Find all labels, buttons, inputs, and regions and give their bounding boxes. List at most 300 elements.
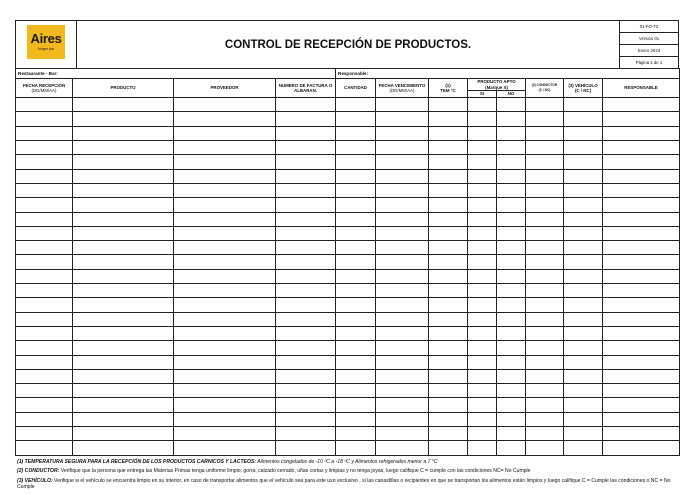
table-cell[interactable] [429, 398, 468, 412]
table-cell[interactable] [564, 326, 603, 340]
table-cell[interactable] [497, 98, 526, 112]
table-cell[interactable] [174, 341, 276, 355]
table-cell[interactable] [174, 269, 276, 283]
table-cell[interactable] [526, 212, 564, 226]
table-cell[interactable] [73, 169, 174, 183]
table-cell[interactable] [564, 155, 603, 169]
table-cell[interactable] [376, 126, 429, 140]
table-cell[interactable] [497, 255, 526, 269]
responsible-field[interactable]: Responsable: [336, 69, 680, 79]
table-cell[interactable] [174, 126, 276, 140]
table-cell[interactable] [603, 369, 680, 383]
table-cell[interactable] [526, 441, 564, 455]
table-cell[interactable] [497, 141, 526, 155]
table-cell[interactable] [376, 269, 429, 283]
table-cell[interactable] [276, 126, 336, 140]
table-cell[interactable] [429, 112, 468, 126]
table-cell[interactable] [497, 326, 526, 340]
table-cell[interactable] [336, 369, 376, 383]
table-cell[interactable] [276, 198, 336, 212]
table-cell[interactable] [429, 298, 468, 312]
table-cell[interactable] [497, 412, 526, 426]
table-cell[interactable] [376, 341, 429, 355]
table-cell[interactable] [73, 398, 174, 412]
table-cell[interactable] [526, 255, 564, 269]
table-cell[interactable] [73, 369, 174, 383]
table-cell[interactable] [497, 155, 526, 169]
table-cell[interactable] [526, 284, 564, 298]
table-cell[interactable] [336, 126, 376, 140]
table-cell[interactable] [429, 384, 468, 398]
table-cell[interactable] [336, 241, 376, 255]
table-cell[interactable] [526, 384, 564, 398]
table-cell[interactable] [73, 326, 174, 340]
table-cell[interactable] [497, 427, 526, 441]
table-cell[interactable] [603, 326, 680, 340]
table-cell[interactable] [16, 441, 73, 455]
table-cell[interactable] [336, 98, 376, 112]
table-cell[interactable] [16, 212, 73, 226]
table-cell[interactable] [174, 384, 276, 398]
table-cell[interactable] [73, 212, 174, 226]
table-cell[interactable] [468, 312, 497, 326]
table-cell[interactable] [336, 198, 376, 212]
table-cell[interactable] [526, 198, 564, 212]
table-cell[interactable] [564, 226, 603, 240]
table-cell[interactable] [429, 412, 468, 426]
table-cell[interactable] [16, 384, 73, 398]
table-cell[interactable] [376, 241, 429, 255]
table-cell[interactable] [336, 427, 376, 441]
table-cell[interactable] [336, 341, 376, 355]
table-cell[interactable] [526, 141, 564, 155]
table-cell[interactable] [497, 369, 526, 383]
table-cell[interactable] [429, 369, 468, 383]
table-cell[interactable] [564, 341, 603, 355]
table-cell[interactable] [497, 441, 526, 455]
restaurant-field[interactable]: Restaurante - Bar: [16, 69, 336, 79]
table-cell[interactable] [526, 183, 564, 197]
table-cell[interactable] [376, 155, 429, 169]
table-cell[interactable] [497, 226, 526, 240]
table-cell[interactable] [429, 98, 468, 112]
table-cell[interactable] [276, 427, 336, 441]
table-cell[interactable] [376, 355, 429, 369]
table-cell[interactable] [526, 427, 564, 441]
table-cell[interactable] [603, 155, 680, 169]
table-cell[interactable] [564, 169, 603, 183]
table-cell[interactable] [174, 112, 276, 126]
table-cell[interactable] [276, 369, 336, 383]
table-cell[interactable] [16, 269, 73, 283]
table-cell[interactable] [468, 441, 497, 455]
table-cell[interactable] [564, 398, 603, 412]
table-cell[interactable] [376, 369, 429, 383]
table-cell[interactable] [429, 226, 468, 240]
table-cell[interactable] [336, 441, 376, 455]
table-cell[interactable] [16, 98, 73, 112]
table-cell[interactable] [174, 155, 276, 169]
table-cell[interactable] [276, 141, 336, 155]
table-cell[interactable] [429, 212, 468, 226]
table-cell[interactable] [174, 226, 276, 240]
table-cell[interactable] [564, 441, 603, 455]
table-cell[interactable] [468, 98, 497, 112]
table-cell[interactable] [174, 326, 276, 340]
table-cell[interactable] [16, 126, 73, 140]
table-cell[interactable] [564, 269, 603, 283]
table-cell[interactable] [603, 412, 680, 426]
table-cell[interactable] [174, 141, 276, 155]
table-cell[interactable] [603, 126, 680, 140]
table-cell[interactable] [603, 284, 680, 298]
table-cell[interactable] [276, 169, 336, 183]
table-cell[interactable] [429, 126, 468, 140]
table-cell[interactable] [16, 169, 73, 183]
table-cell[interactable] [174, 169, 276, 183]
table-cell[interactable] [497, 169, 526, 183]
table-cell[interactable] [526, 241, 564, 255]
table-cell[interactable] [276, 398, 336, 412]
table-cell[interactable] [73, 355, 174, 369]
table-cell[interactable] [468, 384, 497, 398]
table-cell[interactable] [16, 412, 73, 426]
table-cell[interactable] [73, 412, 174, 426]
table-cell[interactable] [497, 384, 526, 398]
table-cell[interactable] [16, 241, 73, 255]
table-cell[interactable] [429, 198, 468, 212]
table-cell[interactable] [16, 284, 73, 298]
table-cell[interactable] [468, 269, 497, 283]
table-cell[interactable] [174, 298, 276, 312]
table-cell[interactable] [16, 112, 73, 126]
table-cell[interactable] [73, 341, 174, 355]
table-cell[interactable] [336, 212, 376, 226]
table-cell[interactable] [603, 98, 680, 112]
table-cell[interactable] [376, 141, 429, 155]
table-cell[interactable] [336, 384, 376, 398]
table-cell[interactable] [603, 312, 680, 326]
table-cell[interactable] [564, 284, 603, 298]
table-cell[interactable] [16, 312, 73, 326]
table-cell[interactable] [276, 326, 336, 340]
table-cell[interactable] [336, 169, 376, 183]
table-cell[interactable] [564, 255, 603, 269]
table-cell[interactable] [73, 226, 174, 240]
table-cell[interactable] [376, 326, 429, 340]
table-cell[interactable] [429, 441, 468, 455]
table-cell[interactable] [468, 284, 497, 298]
table-cell[interactable] [429, 169, 468, 183]
table-cell[interactable] [174, 98, 276, 112]
table-cell[interactable] [429, 284, 468, 298]
table-cell[interactable] [526, 112, 564, 126]
table-cell[interactable] [276, 284, 336, 298]
table-cell[interactable] [564, 298, 603, 312]
table-cell[interactable] [174, 198, 276, 212]
table-cell[interactable] [603, 169, 680, 183]
table-cell[interactable] [376, 98, 429, 112]
table-cell[interactable] [468, 226, 497, 240]
table-cell[interactable] [174, 212, 276, 226]
table-cell[interactable] [429, 255, 468, 269]
table-cell[interactable] [73, 269, 174, 283]
table-cell[interactable] [526, 412, 564, 426]
table-cell[interactable] [174, 398, 276, 412]
table-cell[interactable] [336, 412, 376, 426]
table-cell[interactable] [564, 212, 603, 226]
table-cell[interactable] [73, 284, 174, 298]
table-cell[interactable] [603, 384, 680, 398]
table-cell[interactable] [73, 427, 174, 441]
table-cell[interactable] [497, 355, 526, 369]
table-cell[interactable] [73, 126, 174, 140]
table-cell[interactable] [174, 427, 276, 441]
table-cell[interactable] [468, 183, 497, 197]
table-cell[interactable] [73, 255, 174, 269]
table-cell[interactable] [603, 183, 680, 197]
table-cell[interactable] [564, 312, 603, 326]
table-cell[interactable] [276, 183, 336, 197]
table-cell[interactable] [174, 312, 276, 326]
table-cell[interactable] [564, 412, 603, 426]
table-cell[interactable] [468, 212, 497, 226]
table-cell[interactable] [497, 183, 526, 197]
table-cell[interactable] [603, 112, 680, 126]
table-cell[interactable] [526, 169, 564, 183]
table-cell[interactable] [16, 341, 73, 355]
table-cell[interactable] [16, 255, 73, 269]
table-cell[interactable] [16, 427, 73, 441]
table-cell[interactable] [16, 326, 73, 340]
table-cell[interactable] [376, 298, 429, 312]
table-cell[interactable] [336, 355, 376, 369]
table-cell[interactable] [174, 355, 276, 369]
table-cell[interactable] [468, 298, 497, 312]
table-cell[interactable] [276, 355, 336, 369]
table-cell[interactable] [376, 312, 429, 326]
table-cell[interactable] [276, 312, 336, 326]
table-cell[interactable] [468, 155, 497, 169]
table-cell[interactable] [526, 398, 564, 412]
table-cell[interactable] [73, 112, 174, 126]
table-cell[interactable] [497, 341, 526, 355]
table-cell[interactable] [429, 155, 468, 169]
table-cell[interactable] [336, 255, 376, 269]
table-cell[interactable] [429, 241, 468, 255]
table-cell[interactable] [526, 369, 564, 383]
table-cell[interactable] [564, 384, 603, 398]
table-cell[interactable] [73, 384, 174, 398]
table-cell[interactable] [564, 369, 603, 383]
table-cell[interactable] [174, 183, 276, 197]
table-cell[interactable] [468, 427, 497, 441]
table-cell[interactable] [564, 126, 603, 140]
table-cell[interactable] [526, 126, 564, 140]
table-cell[interactable] [603, 355, 680, 369]
table-cell[interactable] [429, 326, 468, 340]
table-cell[interactable] [16, 198, 73, 212]
table-cell[interactable] [526, 269, 564, 283]
table-cell[interactable] [16, 141, 73, 155]
table-cell[interactable] [468, 169, 497, 183]
table-cell[interactable] [376, 212, 429, 226]
table-cell[interactable] [603, 398, 680, 412]
table-cell[interactable] [376, 198, 429, 212]
table-cell[interactable] [603, 198, 680, 212]
table-cell[interactable] [16, 226, 73, 240]
table-cell[interactable] [429, 427, 468, 441]
table-cell[interactable] [429, 355, 468, 369]
table-cell[interactable] [376, 183, 429, 197]
table-cell[interactable] [73, 183, 174, 197]
table-cell[interactable] [564, 355, 603, 369]
table-cell[interactable] [336, 326, 376, 340]
table-cell[interactable] [376, 112, 429, 126]
table-cell[interactable] [336, 226, 376, 240]
table-cell[interactable] [276, 269, 336, 283]
table-cell[interactable] [603, 141, 680, 155]
table-cell[interactable] [468, 326, 497, 340]
table-cell[interactable] [526, 355, 564, 369]
table-cell[interactable] [468, 112, 497, 126]
table-cell[interactable] [276, 441, 336, 455]
table-cell[interactable] [174, 255, 276, 269]
table-cell[interactable] [603, 241, 680, 255]
table-cell[interactable] [73, 241, 174, 255]
table-cell[interactable] [336, 398, 376, 412]
table-cell[interactable] [564, 427, 603, 441]
table-cell[interactable] [497, 126, 526, 140]
table-cell[interactable] [73, 441, 174, 455]
table-cell[interactable] [16, 355, 73, 369]
table-cell[interactable] [73, 98, 174, 112]
table-cell[interactable] [603, 212, 680, 226]
table-cell[interactable] [468, 126, 497, 140]
table-cell[interactable] [16, 155, 73, 169]
table-cell[interactable] [276, 226, 336, 240]
table-cell[interactable] [497, 212, 526, 226]
table-cell[interactable] [276, 298, 336, 312]
table-cell[interactable] [73, 198, 174, 212]
table-cell[interactable] [526, 155, 564, 169]
table-cell[interactable] [497, 398, 526, 412]
table-cell[interactable] [336, 183, 376, 197]
table-cell[interactable] [564, 112, 603, 126]
table-cell[interactable] [564, 141, 603, 155]
table-cell[interactable] [336, 141, 376, 155]
table-cell[interactable] [497, 241, 526, 255]
table-cell[interactable] [276, 384, 336, 398]
table-cell[interactable] [73, 141, 174, 155]
table-cell[interactable] [603, 226, 680, 240]
table-cell[interactable] [429, 183, 468, 197]
table-cell[interactable] [526, 226, 564, 240]
table-cell[interactable] [468, 255, 497, 269]
table-cell[interactable] [73, 155, 174, 169]
table-cell[interactable] [526, 98, 564, 112]
table-cell[interactable] [603, 298, 680, 312]
table-cell[interactable] [174, 441, 276, 455]
table-cell[interactable] [276, 412, 336, 426]
table-cell[interactable] [468, 198, 497, 212]
table-cell[interactable] [376, 226, 429, 240]
table-cell[interactable] [174, 412, 276, 426]
table-cell[interactable] [564, 241, 603, 255]
table-cell[interactable] [468, 369, 497, 383]
table-cell[interactable] [336, 298, 376, 312]
table-cell[interactable] [497, 269, 526, 283]
table-cell[interactable] [276, 255, 336, 269]
table-cell[interactable] [603, 255, 680, 269]
table-cell[interactable] [429, 312, 468, 326]
table-cell[interactable] [526, 341, 564, 355]
table-cell[interactable] [376, 255, 429, 269]
table-cell[interactable] [16, 398, 73, 412]
table-cell[interactable] [564, 98, 603, 112]
table-cell[interactable] [603, 269, 680, 283]
table-cell[interactable] [376, 384, 429, 398]
table-cell[interactable] [497, 312, 526, 326]
table-cell[interactable] [174, 284, 276, 298]
table-cell[interactable] [336, 269, 376, 283]
table-cell[interactable] [468, 241, 497, 255]
table-cell[interactable] [429, 269, 468, 283]
table-cell[interactable] [16, 369, 73, 383]
table-cell[interactable] [526, 298, 564, 312]
table-cell[interactable] [497, 198, 526, 212]
table-cell[interactable] [73, 298, 174, 312]
table-cell[interactable] [16, 183, 73, 197]
table-cell[interactable] [376, 169, 429, 183]
table-cell[interactable] [174, 241, 276, 255]
table-cell[interactable] [468, 398, 497, 412]
table-cell[interactable] [336, 312, 376, 326]
table-cell[interactable] [468, 341, 497, 355]
table-cell[interactable] [526, 312, 564, 326]
table-cell[interactable] [497, 112, 526, 126]
table-cell[interactable] [468, 141, 497, 155]
table-cell[interactable] [276, 98, 336, 112]
table-cell[interactable] [468, 412, 497, 426]
table-cell[interactable] [603, 441, 680, 455]
table-cell[interactable] [276, 212, 336, 226]
table-cell[interactable] [468, 355, 497, 369]
table-cell[interactable] [429, 341, 468, 355]
table-cell[interactable] [497, 284, 526, 298]
table-cell[interactable] [429, 141, 468, 155]
table-cell[interactable] [174, 369, 276, 383]
table-cell[interactable] [336, 155, 376, 169]
table-cell[interactable] [376, 412, 429, 426]
table-cell[interactable] [497, 298, 526, 312]
table-cell[interactable] [276, 341, 336, 355]
table-cell[interactable] [336, 284, 376, 298]
table-cell[interactable] [276, 155, 336, 169]
table-cell[interactable] [603, 427, 680, 441]
table-cell[interactable] [73, 312, 174, 326]
table-cell[interactable] [376, 441, 429, 455]
table-cell[interactable] [376, 398, 429, 412]
table-cell[interactable] [564, 183, 603, 197]
table-cell[interactable] [16, 298, 73, 312]
table-cell[interactable] [603, 341, 680, 355]
table-cell[interactable] [276, 241, 336, 255]
table-cell[interactable] [336, 112, 376, 126]
table-cell[interactable] [276, 112, 336, 126]
table-cell[interactable] [376, 284, 429, 298]
table-cell[interactable] [526, 326, 564, 340]
